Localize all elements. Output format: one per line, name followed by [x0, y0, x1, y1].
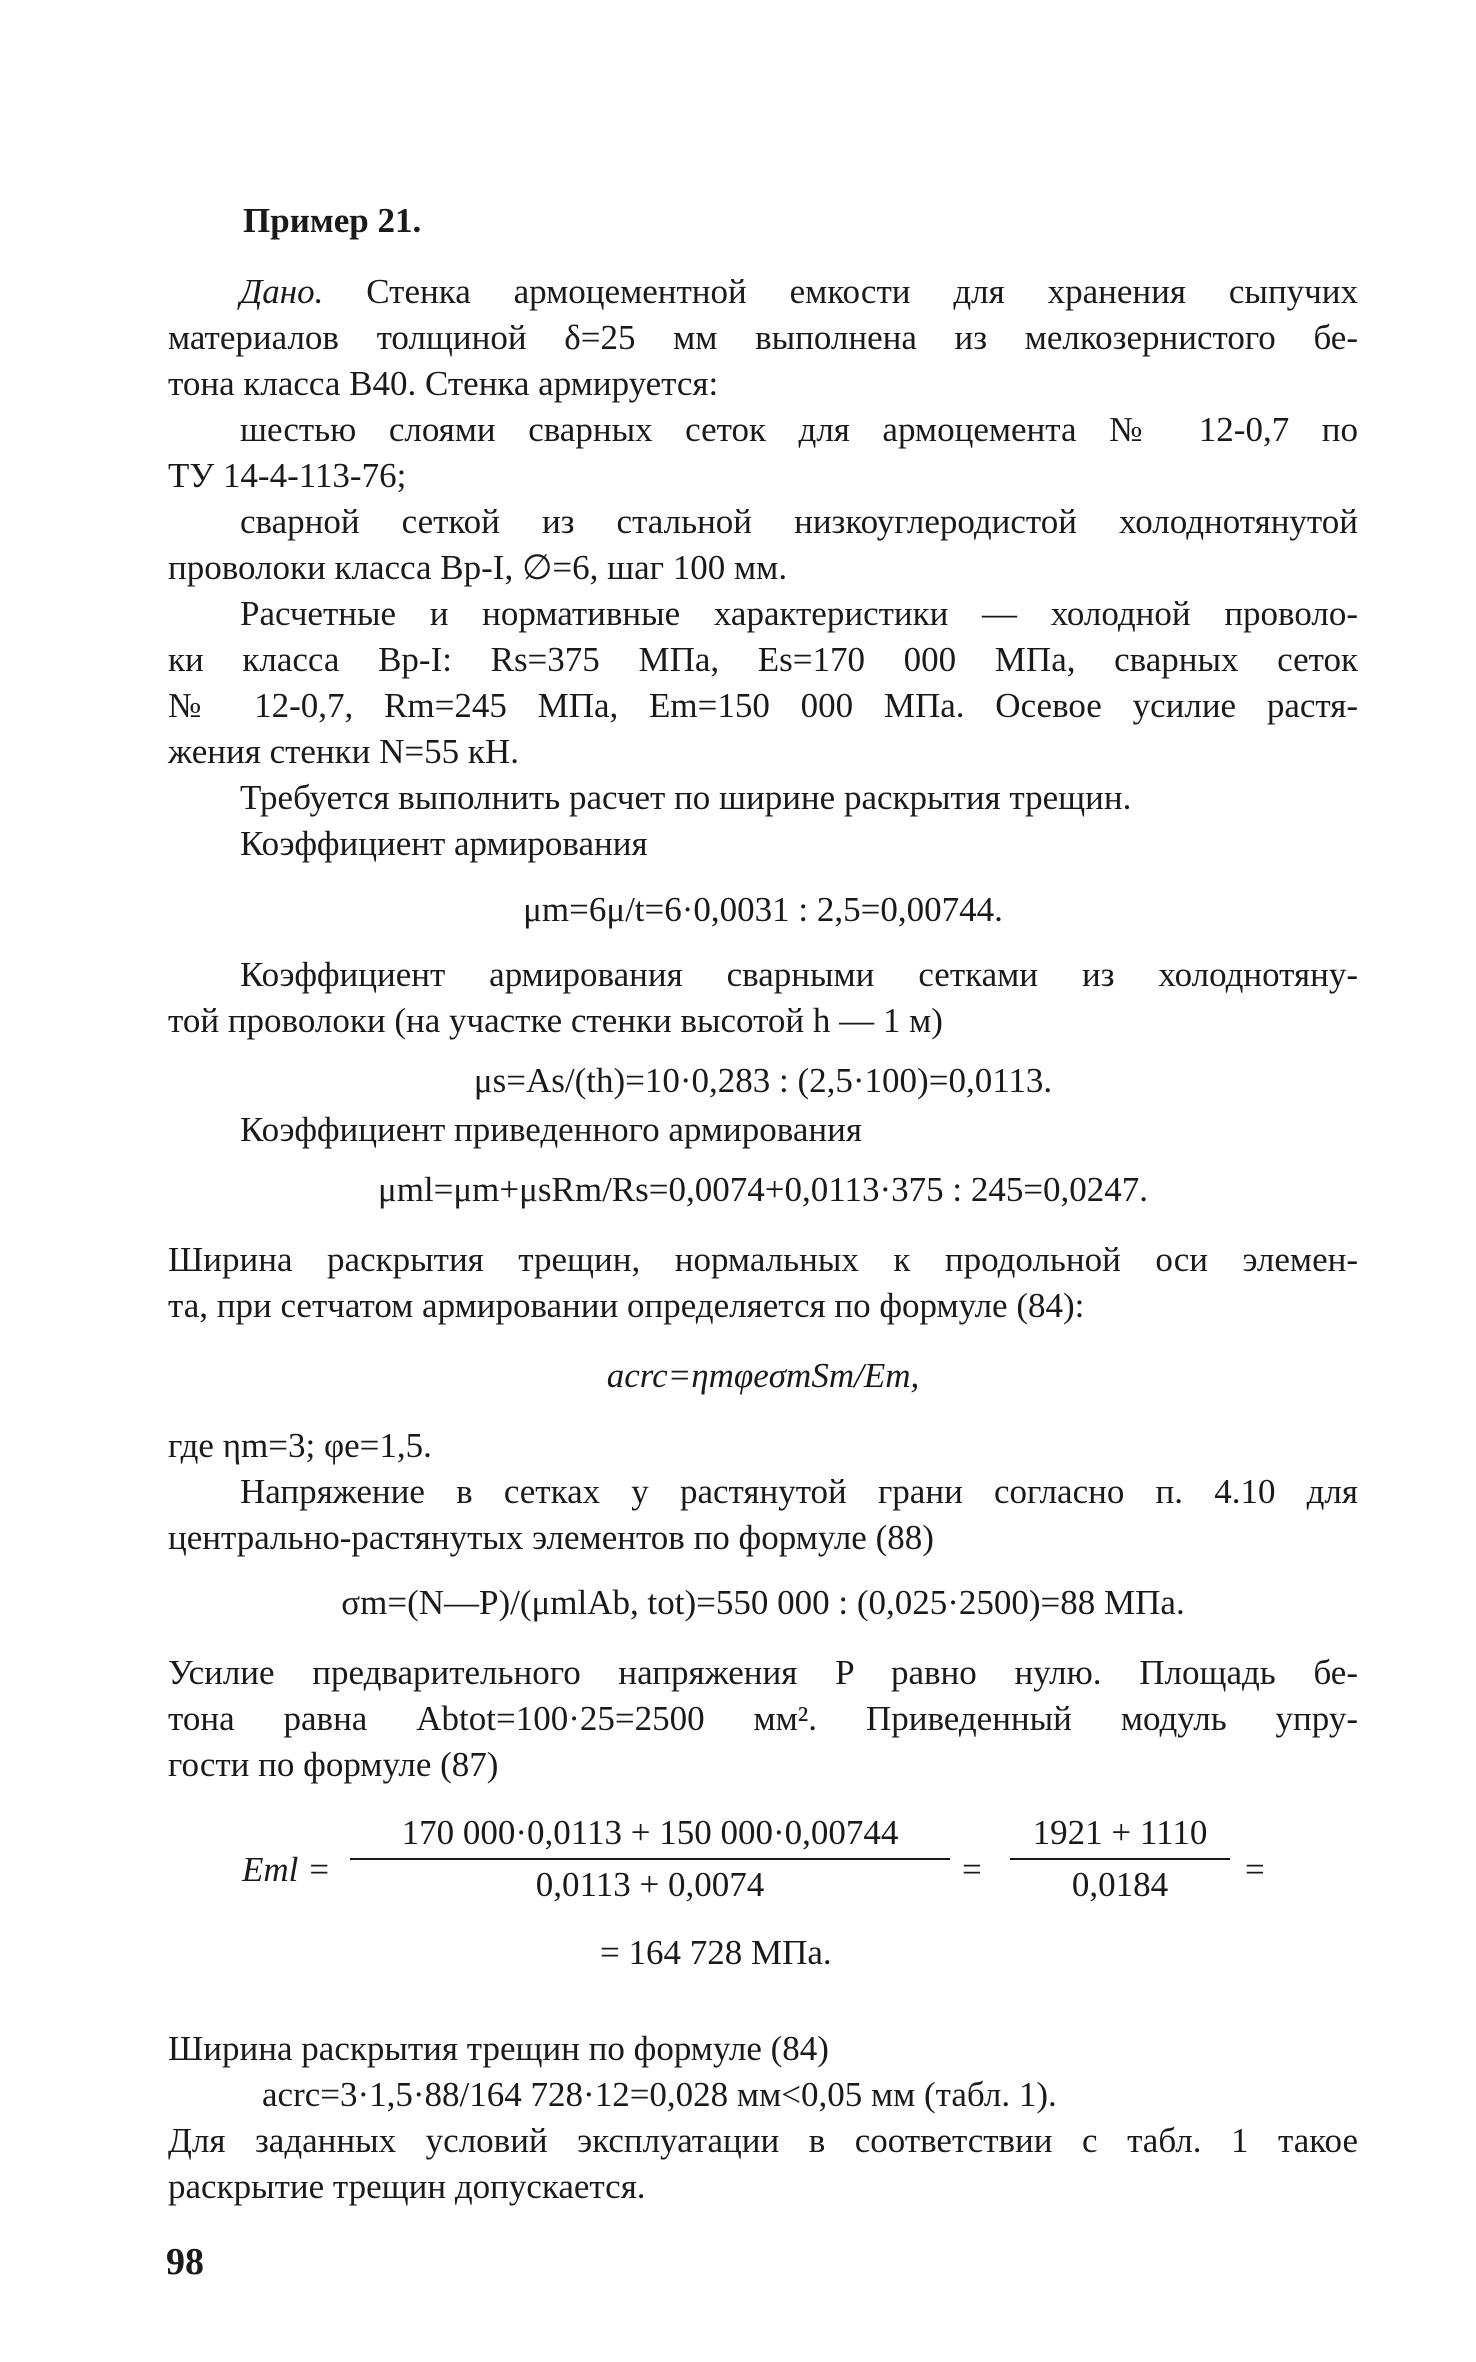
conclusion-line-2: раскрытие трещин допускается. — [168, 2167, 646, 2206]
fraction-1 — [350, 1810, 950, 1908]
prestress-line-2: тона равна Abtot=100·25=2500 мм². Приведенный модуль упру- — [168, 1699, 1358, 1738]
equation-reduced-ratio: μml=μm+μsRm/Rs=0,0074+0,0113·375 : 245=0,0247. — [377, 1170, 1149, 1209]
equation-crack-width: acrc=ηmφeσmSm/Em, — [606, 1356, 920, 1395]
fraction-2-numerator: 1921 + 1110 — [1032, 1813, 1208, 1852]
fraction-1-denominator: 0,0113 + 0,0074 — [535, 1865, 765, 1904]
reinforcement-mesh-line-2: ТУ 14-4-113-76; — [168, 456, 407, 495]
given-line-1 — [168, 269, 1358, 315]
characteristics-line-3: № 12-0,7, Rm=245 МПа, Em=150 000 МПа. Осевое усилие растя- — [168, 686, 1358, 725]
reduced-ratio-label: Коэффициент приведенного армирования — [240, 1110, 862, 1149]
fraction-2-denominator: 0,0184 — [1071, 1865, 1169, 1904]
equation-crack-width-result: acrc=3·1,5·88/164 728·12=0,028 мм<0,05 мм (табл. 1). — [262, 2075, 1057, 2114]
given-line-2: материалов толщиной δ=25 мм выполнена из мелкозернистого бе- — [168, 318, 1358, 357]
stress-line-1: Напряжение в сетках у растянутой грани согласно п. 4.10 для — [240, 1472, 1358, 1511]
crack-width-formula-label: Ширина раскрытия трещин по формуле (84) — [168, 2029, 829, 2068]
characteristics-line-1: Расчетные и нормативные характеристики — холодной проволо- — [240, 594, 1358, 633]
welded-ratio-line-2: той проволоки (на участке стенки высотой h — 1 м) — [168, 1001, 943, 1040]
prestress-line-3: гости по формуле (87) — [168, 1745, 499, 1784]
task-statement: Требуется выполнить расчет по ширине раскрытия трещин. — [240, 778, 1132, 817]
fraction-2 — [1010, 1810, 1230, 1908]
fraction-1-numerator: 170 000·0,0113 + 150 000·0,00744 — [401, 1813, 899, 1852]
crack-width-line-1: Ширина раскрытия трещин, нормальных к продольной оси элемен- — [168, 1240, 1358, 1279]
characteristics-line-2: ки класса Вр-I: Rs=375 МПа, Es=170 000 МПа, сварных сеток — [168, 640, 1358, 679]
stress-line-2: центрально-растянутых элементов по формуле (88) — [168, 1518, 934, 1557]
characteristics-line-4: жения стенки N=55 кН. — [168, 732, 519, 771]
page-number: 98 — [166, 2241, 204, 2283]
welded-mesh-line-2: проволоки класса Вр-I, ∅=6, шаг 100 мм. — [168, 548, 788, 587]
equation-reinforcement-ratio: μm=6μ/t=6·0,0031 : 2,5=0,00744. — [523, 890, 1003, 929]
given-line-1-text: Стенка армоцементной емкости для хранения сыпучих — [366, 272, 1359, 311]
prestress-line-1: Усилие предварительного напряжения P равно нулю. Площадь бе- — [168, 1653, 1358, 1692]
reinforcement-mesh-line-1: шестью слоями сварных сеток для армоцемента № 12-0,7 по — [240, 410, 1358, 449]
given-label: Дано. — [240, 272, 324, 311]
crack-width-line-2: та, при сетчатом армировании определяется по формуле (84): — [168, 1286, 1085, 1325]
welded-mesh-line-1: сварной сеткой из стальной низкоуглеродистой холоднотянутой — [240, 502, 1358, 541]
modulus-trailing-equals: = — [1245, 1850, 1265, 1889]
example-heading: Пример 21. — [243, 201, 422, 240]
equation-welded-ratio: μs=As/(th)=10·0,283 : (2,5·100)=0,0113. — [473, 1061, 1053, 1100]
modulus-lhs: Eml = — [242, 1850, 331, 1889]
welded-ratio-line-1: Коэффициент армирования сварными сетками из холоднотяну- — [240, 955, 1358, 994]
conclusion-line-1: Для заданных условий эксплуатации в соответствии с табл. 1 такое — [168, 2121, 1358, 2160]
modulus-equals: = — [962, 1850, 982, 1889]
fraction-2-bar — [1010, 1858, 1230, 1860]
equation-stress: σm=(N—P)/(μmlAb, tot)=550 000 : (0,025·2500)=88 МПа. — [341, 1583, 1185, 1622]
fraction-1-bar — [350, 1858, 950, 1860]
reinforcement-ratio-label: Коэффициент армирования — [240, 824, 648, 863]
modulus-result: = 164 728 МПа. — [600, 1933, 832, 1972]
coefficients-line: где ηm=3; φe=1,5. — [168, 1426, 432, 1465]
given-line-3: тона класса В40. Стенка армируется: — [168, 364, 719, 403]
